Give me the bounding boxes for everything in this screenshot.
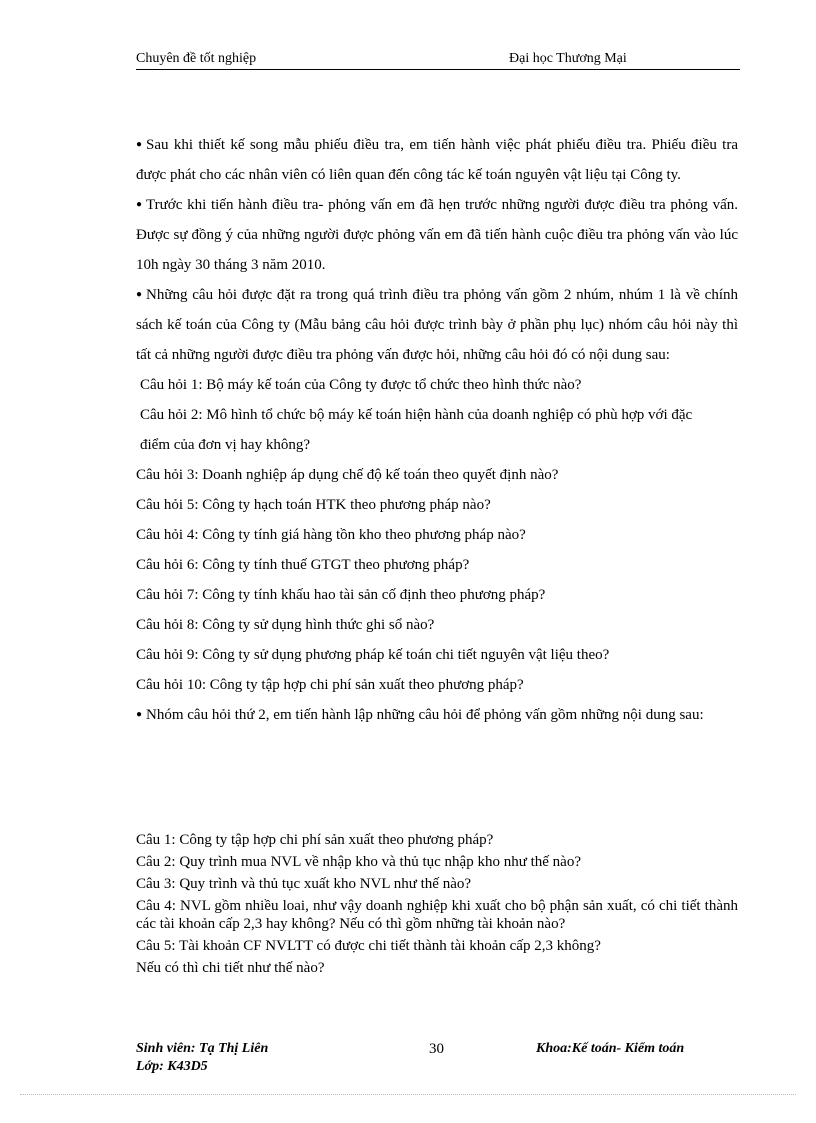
interview-question: Câu 3: Quy trình và thủ tục xuất kho NVL như thế nào? [136,876,472,892]
footer-student-name: Sinh viên: Tạ Thị Liên [136,1041,269,1056]
question-item: Câu hỏi 7: Công ty tính khấu hao tài sản cố định theo phương pháp? [136,587,546,603]
page-number: 30 [429,1041,444,1057]
bullet-icon: ● [136,709,143,720]
bullet-icon: ● [136,199,143,210]
interview-question-list [136,831,738,981]
question-item: Câu hỏi 9: Công ty sử dụng phương pháp kế toán chi tiết nguyên vật liệu theo? [136,647,610,663]
bullet-icon: ● [136,289,143,300]
bullet-icon: ● [136,139,143,150]
question-item: Câu hỏi 10: Công ty tập hợp chi phí sản xuất theo phương pháp? [136,677,524,693]
bullet-paragraph-1: ● Sau khi thiết kế song mẫu phiếu điều tra, em tiến hành việc phát phiếu điều tra. Phiếu điều tra được phát cho các nhân viên có liên quan đến công tác kế toán nguyên vật liệu tại Công ty. [136,130,738,190]
page-boundary-divider [20,1094,796,1095]
question-item: Câu hỏi 5: Công ty hạch toán HTK theo phương pháp nào? [136,497,491,513]
interview-question: Câu 4: NVL gồm nhiều loai, như vậy doanh nghiệp khi xuất cho bộ phận sản xuất, có chi tiết thành các tài khoản cấp 2,3 hay không? Nếu có thì gồm những tài khoản nào? [136,898,738,932]
interview-question: Câu 1: Công ty tập hợp chi phí sản xuất theo phương pháp? [136,832,494,848]
bullet-paragraph-2: ● Trước khi tiến hành điều tra- phỏng vấn em đã hẹn trước những người được điều tra phỏng vấn. Được sự đồng ý của những người được phỏng vấn em đã tiến hành cuộc điều tra phỏng vấn vào lúc 10h ngày 30 tháng 3 năm 2010. [136,190,738,280]
footer-class: Lớp: K43D5 [136,1059,208,1074]
header-university: Đại học Thương Mại [509,51,627,66]
interview-question: Câu 2: Quy trình mua NVL về nhập kho và thủ tục nhập kho như thế nào? [136,854,581,870]
question-item: Câu hỏi 4: Công ty tính giá hàng tồn kho theo phương pháp nào? [136,527,526,543]
document-body [136,130,738,730]
page-header [136,49,740,70]
header-thesis-title: Chuyên đề tốt nghiệp [136,51,257,66]
question-item: Câu hỏi 8: Công ty sử dụng hình thức ghi sổ nào? [136,617,435,633]
question-item: Câu hỏi 3: Doanh nghiệp áp dụng chế độ kế toán theo quyết định nào? [136,467,559,483]
question-item: Câu hỏi 2: Mô hình tổ chức bộ máy kế toán hiện hành của doanh nghiệp có phù hợp với đặc điểm của đơn vị hay không? [140,407,693,453]
bullet-paragraph-4: ● Nhóm câu hỏi thứ 2, em tiến hành lập những câu hỏi để phỏng vấn gồm những nội dung sau: [136,700,738,730]
footer-faculty: Khoa:Kế toán- Kiểm toán [536,1041,685,1056]
question-item: Câu hỏi 1: Bộ máy kế toán của Công ty được tổ chức theo hình thức nào? [140,377,582,393]
bullet-paragraph-3: ● Những câu hỏi được đặt ra trong quá trình điều tra phỏng vấn gồm 2 nhúm, nhúm 1 là về chính sách kế toán của Công ty (Mẫu bảng câu hỏi được trình bày ở phần phụ lục) nhóm câu hỏi này thì tất cả những người được điều tra phỏng vấn được hỏi, những câu hỏi đó có nội dung sau: [136,280,738,370]
interview-question: Nếu có thì chi tiết như thế nào? [136,960,325,976]
question-item: Câu hỏi 6: Công ty tính thuế GTGT theo phương pháp? [136,557,470,573]
interview-question: Câu 5: Tài khoản CF NVLTT có được chi tiết thành tài khoản cấp 2,3 không? [136,938,601,954]
